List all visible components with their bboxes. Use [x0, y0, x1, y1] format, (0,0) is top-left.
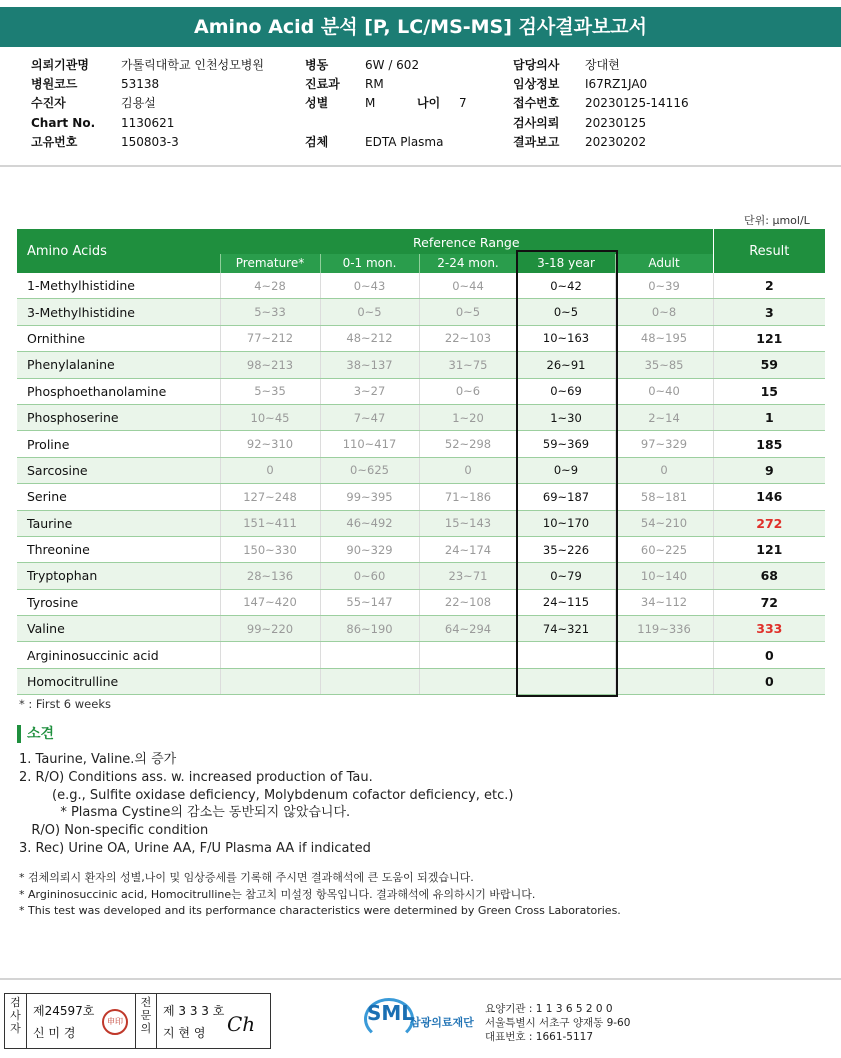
- table-row: [17, 431, 825, 457]
- ref-range-cell: 10~163: [517, 325, 615, 351]
- info-value: I67RZ1JA0: [585, 77, 648, 92]
- amino-acid-name: Valine: [17, 616, 220, 642]
- ref-range-cell: 15~143: [419, 510, 517, 536]
- age-label: 나이: [417, 96, 441, 111]
- table-row: [17, 457, 825, 483]
- ref-range-cell: 24~115: [517, 589, 615, 615]
- age-value: 7: [459, 96, 467, 111]
- info-row: [513, 133, 646, 152]
- ref-range-cell: 0~60: [320, 563, 419, 589]
- ref-range-cell: 23~71: [419, 563, 517, 589]
- info-value: 20230202: [585, 134, 647, 149]
- result-value: 2: [713, 273, 825, 299]
- ref-col-header: 0-1 mon.: [320, 254, 419, 273]
- report-notes: [19, 870, 621, 920]
- table-row: [17, 668, 825, 694]
- ref-range-cell: 99~395: [320, 484, 419, 510]
- info-value: RM: [365, 77, 384, 92]
- ref-col-header: Adult: [615, 254, 713, 273]
- ref-col-header: 3-18 year: [517, 254, 615, 273]
- info-value: 장대현: [585, 58, 620, 72]
- amino-acid-name: Serine: [17, 484, 220, 510]
- specialist-name: 지 현 영: [163, 1026, 206, 1040]
- ref-range-cell: 48~212: [320, 325, 419, 351]
- ref-range-cell: [419, 642, 517, 668]
- ref-range-cell: 0~79: [517, 563, 615, 589]
- footnote: * : First 6 weeks: [19, 697, 111, 711]
- amino-acid-name: Ornithine: [17, 325, 220, 351]
- ref-range-cell: 4~28: [220, 273, 320, 299]
- ref-range-cell: [615, 668, 713, 694]
- ref-range-cell: 5~33: [220, 299, 320, 325]
- comment-line: (e.g., Sulfite oxidase deficiency, Molybdenum cofactor deficiency, etc.): [19, 787, 514, 803]
- info-row: [305, 94, 375, 113]
- age-info: [417, 94, 467, 113]
- ref-range-cell: 64~294: [419, 616, 517, 642]
- info-row: [31, 75, 159, 94]
- comment-line: * Plasma Cystine의 감소는 동반되지 않았습니다.: [19, 805, 351, 821]
- ref-range-cell: 60~225: [615, 536, 713, 562]
- table-row: [17, 642, 825, 668]
- signature-box: [4, 993, 271, 1049]
- ref-range-cell: 99~220: [220, 616, 320, 642]
- info-row: [513, 75, 647, 94]
- result-value: 333: [713, 616, 825, 642]
- amino-acid-name: Argininosuccinic acid: [17, 642, 220, 668]
- ref-range-cell: 110~417: [320, 431, 419, 457]
- ref-range-cell: 0~625: [320, 457, 419, 483]
- ref-range-cell: 10~45: [220, 404, 320, 430]
- amino-acid-name: 1-Methylhistidine: [17, 273, 220, 299]
- ref-range-cell: 86~190: [320, 616, 419, 642]
- ref-range-cell: 0~69: [517, 378, 615, 404]
- ref-col-header: 2-24 mon.: [419, 254, 517, 273]
- note-line: * This test was developed and its performance characteristics were determined by Green Cross Laboratories.: [19, 904, 621, 917]
- ref-range-cell: 1~20: [419, 404, 517, 430]
- info-row: [513, 56, 620, 75]
- footer-line-1: 요양기관 : 1 1 3 6 5 2 0 0: [485, 1003, 613, 1015]
- comment-line: 1. Taurine, Valine.의 증가: [19, 752, 177, 767]
- result-value: 0: [713, 668, 825, 694]
- table-row: [17, 352, 825, 378]
- sml-logo: SML: [367, 1001, 415, 1025]
- info-value: 가톨릭대학교 인천성모병원: [121, 58, 264, 72]
- info-key: Chart No.: [31, 115, 96, 130]
- report-title: Amino Acid 분석 [P, LC/MS-MS] 검사결과보고서: [0, 7, 841, 47]
- footer-line-2: 서울특별시 서초구 양재동 9-60: [485, 1017, 631, 1029]
- ref-range-cell: 77~212: [220, 325, 320, 351]
- info-key: 접수번호: [513, 96, 560, 111]
- findings-comments: [19, 751, 514, 858]
- info-value: EDTA Plasma: [365, 134, 444, 149]
- ref-range-cell: 58~181: [615, 484, 713, 510]
- ref-range-cell: 74~321: [517, 616, 615, 642]
- ref-range-cell: 22~103: [419, 325, 517, 351]
- header-amino-acids: Amino Acids: [17, 229, 220, 273]
- result-value: 59: [713, 352, 825, 378]
- info-key: 임상정보: [513, 77, 560, 92]
- info-key: 검체: [305, 134, 329, 149]
- ref-range-cell: 0~5: [517, 299, 615, 325]
- ref-range-cell: 38~137: [320, 352, 419, 378]
- ref-range-cell: [615, 642, 713, 668]
- ref-col-header: Premature*: [220, 254, 320, 273]
- info-value: 1130621: [121, 115, 175, 130]
- ref-range-cell: 5~35: [220, 378, 320, 404]
- header-reference-range: Reference Range: [220, 229, 713, 254]
- table-row: [17, 589, 825, 615]
- ref-range-cell: 0: [419, 457, 517, 483]
- table-row: [17, 299, 825, 325]
- ref-range-cell: 0: [615, 457, 713, 483]
- ref-range-cell: 90~329: [320, 536, 419, 562]
- info-key: 검사의뢰: [513, 115, 560, 130]
- ref-range-cell: 127~248: [220, 484, 320, 510]
- ref-range-cell: 0~9: [517, 457, 615, 483]
- ref-range-cell: 1~30: [517, 404, 615, 430]
- table-row: [17, 563, 825, 589]
- ref-range-cell: [320, 668, 419, 694]
- amino-acid-name: 3-Methylhistidine: [17, 299, 220, 325]
- ref-range-cell: 147~420: [220, 589, 320, 615]
- result-value: 9: [713, 457, 825, 483]
- amino-acid-name: Phenylalanine: [17, 352, 220, 378]
- amino-acid-name: Phosphoserine: [17, 404, 220, 430]
- header-separator: [0, 165, 841, 167]
- tester-seal-icon: 申印: [102, 1009, 128, 1035]
- info-key: 담당의사: [513, 58, 560, 72]
- result-value: 15: [713, 378, 825, 404]
- info-key: 성별: [305, 96, 329, 111]
- ref-range-cell: 0~44: [419, 273, 517, 299]
- ref-range-cell: 31~75: [419, 352, 517, 378]
- result-value: 72: [713, 589, 825, 615]
- ref-range-cell: 0~43: [320, 273, 419, 299]
- note-line: * 검체의뢰시 환자의 성별,나이 및 임상증세를 기록해 주시면 결과해석에 큰 도움이 되겠습니다.: [19, 871, 474, 884]
- note-line: * Argininosuccinic acid, Homocitrulline는 참고치 미설정 항목입니다. 결과해석에 유의하시기 바랍니다.: [19, 887, 536, 901]
- info-value: 김용설: [121, 96, 156, 111]
- info-value: 20230125-14116: [585, 96, 689, 111]
- amino-acid-name: Threonine: [17, 536, 220, 562]
- info-row: [31, 56, 264, 75]
- info-key: 의뢰기관명: [31, 58, 89, 72]
- ref-range-cell: [220, 642, 320, 668]
- table-row: [17, 378, 825, 404]
- footer-separator: [0, 978, 841, 980]
- specialist-license-no: 제 3 3 3 호: [163, 1004, 225, 1018]
- info-row: [513, 114, 646, 133]
- table-row: [17, 536, 825, 562]
- ref-range-cell: 3~27: [320, 378, 419, 404]
- tester-license-no: 제24597호: [33, 1004, 95, 1018]
- ref-range-cell: 150~330: [220, 536, 320, 562]
- ref-range-cell: 0~39: [615, 273, 713, 299]
- tester-name: 신 미 경: [33, 1026, 76, 1040]
- ref-range-cell: 0: [220, 457, 320, 483]
- org-name: 삼광의료재단: [410, 1016, 474, 1029]
- footer-info: [485, 1002, 630, 1044]
- result-value: 3: [713, 299, 825, 325]
- ref-range-cell: 0~5: [419, 299, 517, 325]
- ref-range-cell: 10~170: [517, 510, 615, 536]
- ref-range-cell: 34~112: [615, 589, 713, 615]
- info-row: [31, 133, 179, 152]
- table-row: [17, 484, 825, 510]
- amino-acid-name: Proline: [17, 431, 220, 457]
- info-row: [305, 56, 419, 75]
- ref-range-cell: 92~310: [220, 431, 320, 457]
- specialist-signature: Ch: [227, 1012, 256, 1036]
- info-value: 20230125: [585, 115, 647, 130]
- findings-title: 소견: [17, 725, 54, 743]
- info-key: 병원코드: [31, 77, 78, 92]
- result-value: 121: [713, 325, 825, 351]
- result-value: 0: [713, 642, 825, 668]
- ref-range-cell: 119~336: [615, 616, 713, 642]
- ref-range-cell: 69~187: [517, 484, 615, 510]
- ref-range-cell: [419, 668, 517, 694]
- result-value: 272: [713, 510, 825, 536]
- info-key: 고유번호: [31, 134, 78, 149]
- ref-range-cell: [220, 668, 320, 694]
- ref-range-cell: 48~195: [615, 325, 713, 351]
- comment-line: 3. Rec) Urine OA, Urine AA, F/U Plasma AA if indicated: [19, 840, 371, 856]
- ref-range-cell: 0~5: [320, 299, 419, 325]
- footer-line-3: 대표번호 : 1661-5117: [485, 1031, 594, 1043]
- info-row: [513, 94, 689, 113]
- age-group-highlight-box: [516, 250, 618, 697]
- comment-line: R/O) Non-specific condition: [19, 823, 209, 839]
- amino-acid-name: Phosphoethanolamine: [17, 378, 220, 404]
- ref-range-cell: 2~14: [615, 404, 713, 430]
- ref-range-cell: 54~210: [615, 510, 713, 536]
- ref-range-cell: 35~226: [517, 536, 615, 562]
- ref-range-cell: 71~186: [419, 484, 517, 510]
- ref-range-cell: 0~8: [615, 299, 713, 325]
- table-row: [17, 404, 825, 430]
- ref-range-cell: 55~147: [320, 589, 419, 615]
- specialist-label: 전문의: [135, 994, 157, 1048]
- ref-range-cell: 0~40: [615, 378, 713, 404]
- ref-range-cell: 52~298: [419, 431, 517, 457]
- header-result: Result: [713, 229, 825, 273]
- ref-range-cell: 7~47: [320, 404, 419, 430]
- comment-line: 2. R/O) Conditions ass. w. increased production of Tau.: [19, 769, 373, 785]
- amino-acid-name: Sarcosine: [17, 457, 220, 483]
- amino-acid-name: Tryptophan: [17, 563, 220, 589]
- amino-acid-name: Taurine: [17, 510, 220, 536]
- info-key: 결과보고: [513, 134, 560, 149]
- ref-range-cell: 22~108: [419, 589, 517, 615]
- result-value: 146: [713, 484, 825, 510]
- info-row: [305, 75, 384, 94]
- ref-range-cell: 10~140: [615, 563, 713, 589]
- tester-label: 검사자: [5, 994, 27, 1048]
- result-value: 1: [713, 404, 825, 430]
- ref-range-cell: 98~213: [220, 352, 320, 378]
- ref-range-cell: 151~411: [220, 510, 320, 536]
- table-row: [17, 325, 825, 351]
- ref-range-cell: 24~174: [419, 536, 517, 562]
- info-key: 수진자: [31, 96, 66, 111]
- ref-range-cell: 46~492: [320, 510, 419, 536]
- result-value: 68: [713, 563, 825, 589]
- table-row: [17, 616, 825, 642]
- table-row: [17, 273, 825, 299]
- info-value: 150803-3: [121, 134, 179, 149]
- info-value: M: [365, 96, 376, 111]
- result-value: 185: [713, 431, 825, 457]
- reference-table: [17, 229, 825, 695]
- info-key: 병동: [305, 58, 329, 72]
- amino-acid-name: Tyrosine: [17, 589, 220, 615]
- info-row: [305, 133, 443, 152]
- table-row: [17, 510, 825, 536]
- ref-range-cell: 0~6: [419, 378, 517, 404]
- ref-range-cell: 35~85: [615, 352, 713, 378]
- ref-range-cell: 0~42: [517, 273, 615, 299]
- amino-acid-name: Homocitrulline: [17, 668, 220, 694]
- ref-range-cell: 59~369: [517, 431, 615, 457]
- result-value: 121: [713, 536, 825, 562]
- ref-range-cell: 28~136: [220, 563, 320, 589]
- ref-range-cell: 26~91: [517, 352, 615, 378]
- unit-label: 단위: μmol/L: [744, 214, 810, 227]
- info-row: [31, 94, 156, 113]
- info-value: 53138: [121, 77, 160, 92]
- ref-range-cell: 97~329: [615, 431, 713, 457]
- info-key: 진료과: [305, 77, 340, 92]
- info-value: 6W / 602: [365, 58, 420, 72]
- info-row: [31, 114, 174, 133]
- ref-range-cell: [320, 642, 419, 668]
